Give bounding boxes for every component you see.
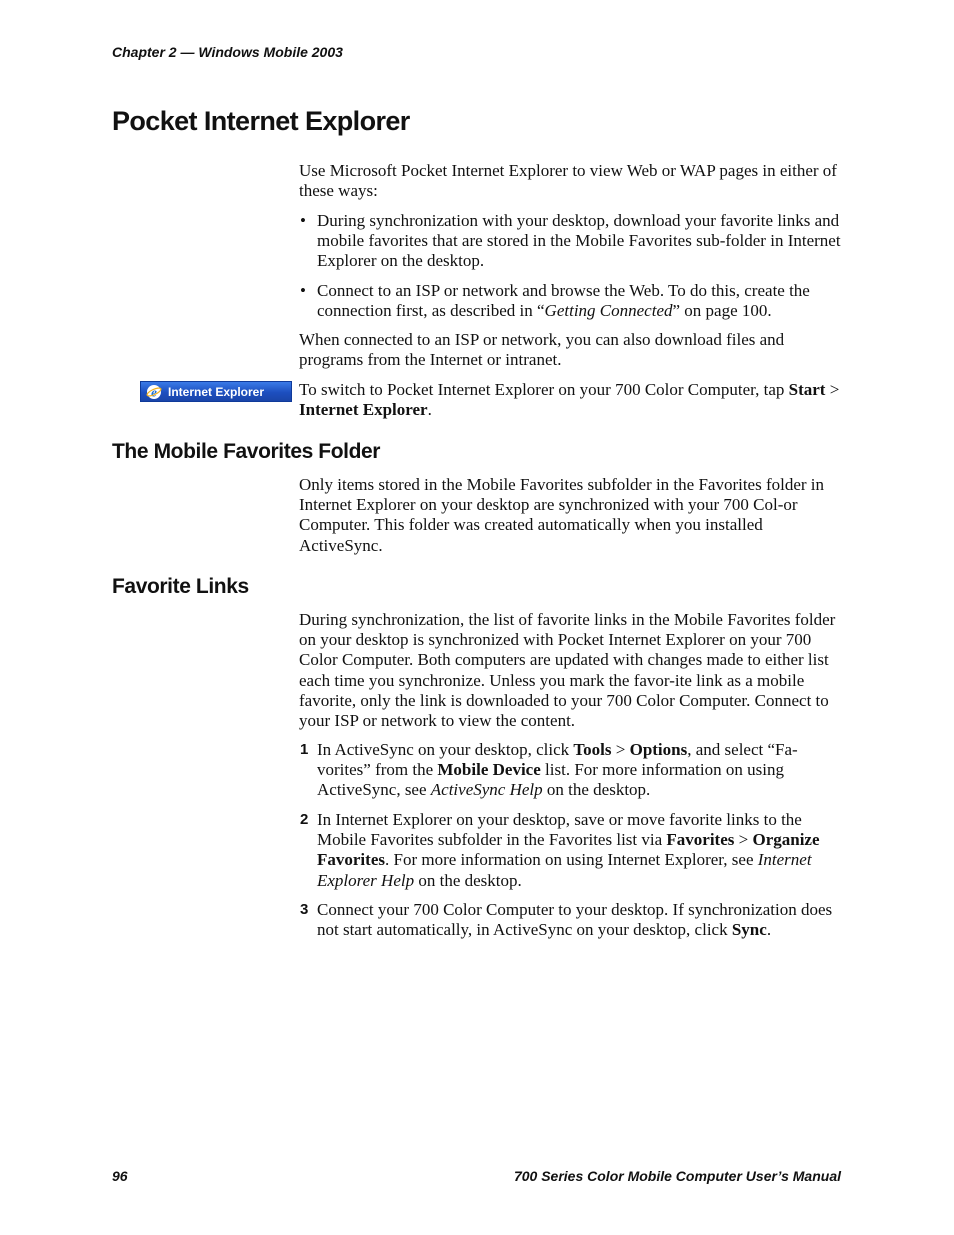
step-text: list. For more information on using ActiveSync, see	[317, 760, 784, 800]
step-text: . For more information on using Internet Explorer, see	[384, 850, 758, 870]
options-term: Options	[629, 740, 688, 759]
xref-italic: Getting Connected	[544, 301, 673, 321]
section-heading-mobile-favorites: The Mobile Favorites Folder	[112, 440, 381, 463]
internet-explorer-term: Internet Explorer	[299, 400, 428, 420]
bullet-item-1	[299, 211, 847, 272]
intro-paragraph: Use Microsoft Pocket Internet Explorer to view Web or WAP pages in either of these ways:	[299, 161, 837, 201]
running-header: Chapter 2 — Windows Mobile 2003	[112, 44, 343, 60]
step-1	[299, 740, 847, 801]
svg-text:e: e	[151, 384, 157, 399]
ie-help-ref: Internet Explorer Help	[317, 850, 812, 890]
organize-favorites-term: Organize Favorites	[317, 830, 820, 870]
internet-explorer-icon	[146, 384, 162, 400]
mobile-device-term: Mobile Device	[437, 760, 541, 780]
sync-term: Sync	[731, 920, 767, 940]
bullet-text: Connect to an ISP or network and browse the Web. To do this, create the connection first, as described in “	[317, 281, 810, 321]
period: .	[766, 920, 772, 940]
favorite-links-paragraph: During synchronization, the list of favorite links in the Mobile Favorites folder on your desktop is synchronized with Pocket Internet Explorer on your 700 Color Computer. Both computers are updated with changes made to either list each time you synchronize. Unless you mark the favor-ite link as a mobile favorite, only the link is downloaded to your 700 Color Computer. Connect to your ISP or network to view the content.	[299, 610, 836, 731]
step-number: 3	[300, 901, 309, 918]
start-menu-term: Start	[788, 380, 826, 399]
mobile-favorites-paragraph: Only items stored in the Mobile Favorites subfolder in the Favorites folder in Internet Explorer on your desktop are synchronized with your 700 Col-or Computer. This folder was created automatically when you installed ActiveSync.	[299, 475, 825, 555]
step-number: 2	[300, 811, 309, 828]
step-2	[299, 810, 847, 891]
step-text: on the desktop.	[414, 870, 522, 890]
separator: >	[825, 380, 840, 399]
tools-term: Tools	[573, 740, 612, 759]
connected-paragraph: When connected to an ISP or network, you can also download files and programs from the Internet or intranet.	[299, 330, 785, 370]
step-number: 1	[300, 741, 309, 758]
favorites-term: Favorites	[666, 830, 735, 850]
internet-explorer-label: Internet Explorer	[168, 384, 265, 399]
step-3	[299, 900, 847, 940]
tap-instruction	[299, 380, 847, 420]
step-text: In Internet Explorer on your desktop, save or move favorite links to the Mobile Favorites subfolder in the Favorites list via	[317, 810, 802, 850]
step-text: , and select “Fa-vorites” from the	[317, 740, 798, 780]
page-title: Pocket Internet Explorer	[112, 106, 410, 136]
step-text: In ActiveSync on your desktop, click	[317, 740, 574, 759]
bullet-text: ” on page 100.	[672, 301, 772, 321]
internet-explorer-button	[140, 381, 292, 402]
bullet-text: During synchronization with your desktop, download your favorite links and mobile favorites that are stored in the Mobile Favorites sub-folder in Internet Explorer on the desktop.	[317, 211, 841, 271]
step-text: Connect your 700 Color Computer to your desktop. If synchronization does not start automatically, in ActiveSync on your desktop, click	[317, 900, 833, 940]
tap-text: To switch to Pocket Internet Explorer on your 700 Color Computer, tap	[299, 380, 789, 399]
page-number: 96	[112, 1168, 128, 1184]
separator: >	[734, 830, 753, 850]
manual-title: 700 Series Color Mobile Computer User’s Manual	[513, 1168, 841, 1184]
activesync-help-ref: ActiveSync Help	[430, 780, 543, 800]
bullet-marker: •	[300, 211, 306, 230]
separator: >	[611, 740, 630, 759]
period: .	[427, 400, 432, 420]
bullet-item-2	[299, 281, 847, 321]
bullet-marker: •	[300, 281, 306, 300]
section-heading-favorite-links: Favorite Links	[112, 575, 249, 598]
step-text: on the desktop.	[542, 780, 651, 800]
